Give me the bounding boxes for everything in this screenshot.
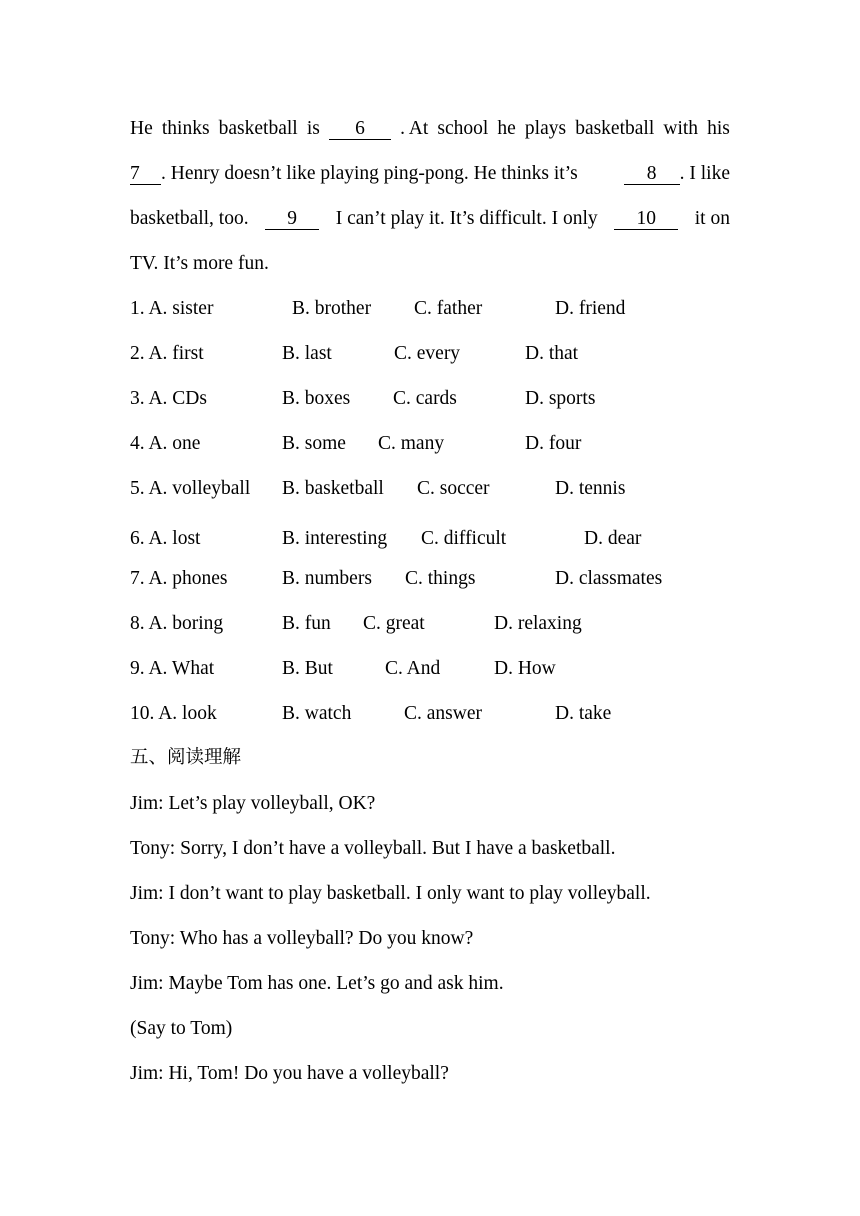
stage-direction: (Say to Tom) [130, 1018, 233, 1039]
option-a: A. one [148, 433, 201, 454]
dialogue-line: Jim: Let’s play volleyball, OK? [130, 793, 376, 814]
option-b: B. some [282, 433, 346, 454]
option-d: D. How [494, 658, 556, 679]
option-c: C. answer [404, 703, 482, 724]
word: basketball [218, 118, 298, 139]
dialogue-line: Jim: I don’t want to play basketball. I only want to play volleyball. [130, 883, 651, 904]
option-b: B. interesting [282, 528, 388, 549]
word: with [663, 118, 699, 139]
passage-text: I can’t play it. It’s difficult. I only [335, 208, 598, 229]
option-c: C. every [394, 343, 461, 364]
option-a: A. sister [148, 298, 214, 319]
word: he [497, 118, 516, 139]
option-d: D. relaxing [494, 613, 582, 634]
option-d: D. classmates [555, 568, 663, 589]
option-b: B. fun [282, 613, 331, 634]
option-b: B. But [282, 658, 333, 679]
question-number: 9. [130, 658, 145, 679]
word: his [707, 118, 730, 139]
question-number: 5. [130, 478, 145, 499]
option-c: C. difficult [421, 528, 507, 549]
question-number: 4. [130, 433, 145, 454]
option-d: D. friend [555, 298, 626, 319]
option-c: C. many [378, 433, 445, 454]
option-a: A. look [158, 703, 217, 724]
passage-text: it on [694, 208, 730, 229]
word: school [437, 118, 489, 139]
passage-line-2 [130, 164, 730, 185]
word: He [130, 118, 153, 139]
option-b: B. last [282, 343, 332, 364]
question-number: 10. [130, 703, 155, 724]
option-c: C. father [414, 298, 483, 319]
option-b: B. boxes [282, 388, 351, 409]
word: is [306, 118, 320, 139]
answer-blank-6: 6 [329, 119, 391, 140]
option-d: D. four [525, 433, 582, 454]
word: basketball [575, 118, 655, 139]
option-c: C. great [363, 613, 425, 634]
option-d: D. that [525, 343, 579, 364]
passage-line-4: TV. It’s more fun. [130, 253, 269, 274]
passage-text: . Henry doesn’t like playing ping-pong. He thinks it’s [161, 163, 578, 184]
dialogue-line: Jim: Maybe Tom has one. Let’s go and ask him. [130, 973, 504, 994]
answer-blank-9: 9 [265, 209, 319, 230]
option-b: B. brother [292, 298, 372, 319]
question-number: 8. [130, 613, 145, 634]
word: thinks [161, 118, 210, 139]
option-a: A. first [148, 343, 204, 364]
answer-blank-7: 7 [130, 164, 161, 185]
dialogue-line: Jim: Hi, Tom! Do you have a volleyball? [130, 1063, 449, 1084]
option-a: A. phones [148, 568, 228, 589]
answer-blank-10: 10 [614, 209, 678, 230]
option-b: B. numbers [282, 568, 372, 589]
passage-text: basketball, too. [130, 208, 249, 229]
option-a: A. lost [148, 528, 201, 549]
option-d: D. sports [525, 388, 596, 409]
option-c: C. And [385, 658, 441, 679]
option-c: C. cards [393, 388, 457, 409]
option-b: B. basketball [282, 478, 384, 499]
word: plays [524, 118, 567, 139]
question-number: 1. [130, 298, 145, 319]
option-d: D. dear [584, 528, 642, 549]
option-a: A. volleyball [148, 478, 251, 499]
word: . At [400, 118, 429, 139]
dialogue-line: Tony: Who has a volleyball? Do you know? [130, 928, 474, 949]
question-number: 6. [130, 528, 145, 549]
passage-line-3 [130, 209, 730, 230]
option-d: D. take [555, 703, 612, 724]
passage-text: . I like [679, 163, 730, 184]
option-a: A. boring [148, 613, 224, 634]
option-a: A. What [148, 658, 215, 679]
dialogue-line: Tony: Sorry, I don’t have a volleyball. But I have a basketball. [130, 838, 616, 859]
answer-blank-8: 8 [624, 164, 680, 185]
section-heading: 五、阅读理解 [130, 747, 242, 768]
question-number: 7. [130, 568, 145, 589]
option-a: A. CDs [148, 388, 207, 409]
passage-line-1 [130, 119, 730, 140]
option-c: C. things [405, 568, 476, 589]
question-number: 3. [130, 388, 145, 409]
option-c: C. soccer [417, 478, 490, 499]
option-b: B. watch [282, 703, 352, 724]
option-d: D. tennis [555, 478, 626, 499]
question-number: 2. [130, 343, 145, 364]
